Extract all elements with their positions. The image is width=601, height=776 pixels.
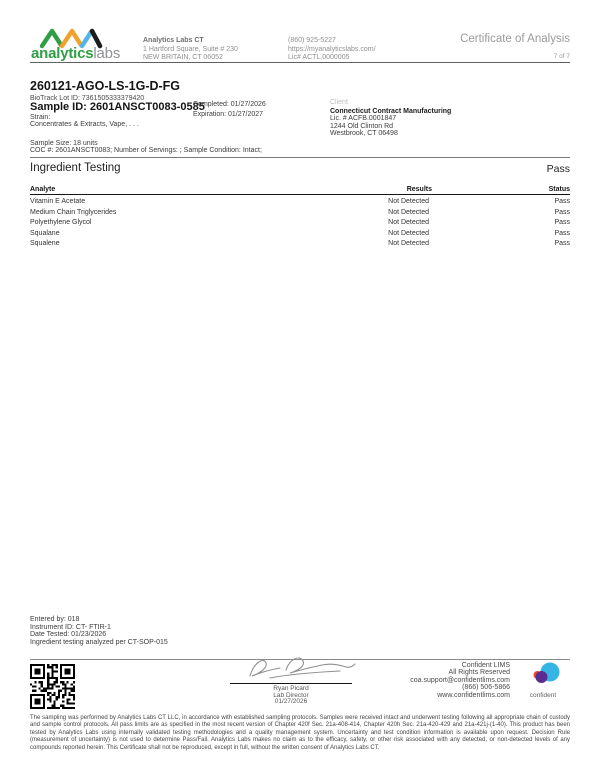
confident-logo-text: confident <box>529 692 557 699</box>
date-tested: Date Tested: 01/23/2026 <box>30 631 107 638</box>
table-row <box>30 216 570 227</box>
signature-line <box>230 683 352 684</box>
result-cell: Not Detected <box>388 219 429 227</box>
analyte-cell: Squalane <box>30 229 60 237</box>
client-address-line2: Westbrook, CT 06498 <box>330 129 398 137</box>
client-address-line1: 1244 Old Clinton Rd <box>330 122 394 130</box>
table-body <box>30 195 570 248</box>
sample-id: Sample ID: 2601ANSCT0083-0585 <box>30 101 205 113</box>
analyte-cell: Squalene <box>30 240 60 248</box>
ingredient-testing-table <box>30 184 570 247</box>
status-cell: Pass <box>554 219 570 227</box>
result-cell: Not Detected <box>388 208 429 216</box>
confident-lims-logo <box>514 660 572 699</box>
analyte-cell: Medium Chain Triglycerides <box>30 208 117 216</box>
column-header-status: Status <box>548 185 570 193</box>
analyzed-per: Ingredient testing analyzed per CT-SOP-015 <box>30 638 168 646</box>
biotrack-lot-id: BioTrack Lot ID: 7361505333379420 <box>30 95 145 102</box>
lab-phone: (860) 925-5227 <box>288 37 336 44</box>
completed-date: Completed: 01/27/2026 <box>193 101 266 108</box>
lims-rights: All Rights Reserved <box>448 669 510 677</box>
lims-name: Confident LIMS <box>461 662 510 669</box>
lab-address-line1: 1 Hartford Square, Suite # 230 <box>143 45 238 53</box>
lab-address-block <box>143 37 238 63</box>
signature-icon <box>240 654 358 684</box>
ingredient-testing-overall-status: Pass <box>546 163 570 175</box>
lims-email: coa.support@confidentlims.com <box>410 676 510 684</box>
sample-section-divider <box>30 157 570 158</box>
signatory-name: Ryan Picard <box>273 685 309 692</box>
signatory-title: Lab Director <box>273 691 309 699</box>
sample-name-title: 260121-AGO-LS-1G-D-FG <box>30 79 181 93</box>
strain-label: Strain: <box>30 114 51 121</box>
sample-size: Sample Size: 18 units <box>30 140 98 147</box>
table-header-row <box>30 184 570 195</box>
coc-info: COC #: 2601ANSCT0083; Number of Servings: ; Sample Condition: Intact; <box>30 147 262 154</box>
result-cell: Not Detected <box>388 240 429 248</box>
result-cell: Not Detected <box>388 229 429 237</box>
lab-license: Lic# ACTL.0000005 <box>288 54 350 62</box>
certificate-title: Certificate of Analysis <box>460 33 570 45</box>
brand-wordmark <box>31 45 120 62</box>
status-cell: Pass <box>554 240 570 248</box>
column-header-analyte: Analyte <box>30 185 56 193</box>
client-name: Connecticut Contract Manufacturing <box>330 108 452 116</box>
table-row <box>30 195 570 206</box>
lims-phone: (866) 506-5866 <box>462 684 510 692</box>
table-row <box>30 226 570 237</box>
signatory-date: 01/27/2026 <box>274 698 308 706</box>
lab-contact-block <box>288 37 376 63</box>
lims-info-block <box>410 662 510 699</box>
lab-name: Analytics Labs CT <box>143 37 204 44</box>
header-divider <box>30 62 570 63</box>
table-row <box>30 205 570 216</box>
entered-by: Entered by: 018 <box>30 616 80 623</box>
qr-code <box>30 664 75 709</box>
disclaimer-text: The sampling was performed by Analytics Labs CT LLC, in accordance with established sampling protocols. Samples were received intact and underwent testing following all appropriate chain of custody and sample control protocols. All pass limits are as specified in the most recent version of Chapter 420f Sec. 21a-408-414, Chapter 420h Sec. 21a-420-429 and 21a-421j-(1-40). This product has been tested by Analytics Labs using internally validated testing methodologies and a quality management system. Uncertainty and test condition information is available upon request. Decision Rule (measurement of uncertainty) is not used to determine Pass/Fail. Analytics Labs makes no claim as to the efficacy, safety, or other risk associated with any detected, or non-detected levels of any compounds reported herein. This Certificate shall not be reproduced, except in full, without the written consent of Analytics Labs CT. <box>30 715 570 751</box>
status-cell: Pass <box>554 208 570 216</box>
result-cell: Not Detected <box>388 198 429 206</box>
instrument-id: Instrument ID: CT- FTIR-1 <box>30 623 111 631</box>
analyte-cell: Polyethylene Glycol <box>30 219 92 227</box>
brand-wordmark-primary: analytics <box>31 45 94 62</box>
client-block <box>330 99 451 137</box>
column-header-results: Results <box>406 185 432 193</box>
status-cell: Pass <box>554 229 570 237</box>
analyte-cell: Vitamin E Acetate <box>30 198 86 206</box>
client-license: Lic. # ACFB.0001847 <box>330 115 397 123</box>
expiration-date: Expiration: 01/27/2027 <box>193 111 264 118</box>
client-label: Client <box>330 99 348 106</box>
ingredient-testing-title: Ingredient Testing <box>30 162 121 174</box>
signatory-block <box>230 686 352 706</box>
strain-value: Concentrates & Extracts, Vape, . . . <box>30 121 139 128</box>
brand-wordmark-secondary: labs <box>93 45 121 62</box>
lab-website: https://myanalyticslabs.com/ <box>288 45 376 53</box>
test-meta-block <box>30 616 168 646</box>
confident-circles-icon <box>520 660 566 688</box>
lab-address-line2: NEW BRITAIN, CT 06052 <box>143 54 223 62</box>
lims-website: www.confidentlims.com <box>437 691 510 699</box>
page-number: 7 of 7 <box>553 53 570 60</box>
table-row <box>30 237 570 248</box>
status-cell: Pass <box>554 198 570 206</box>
